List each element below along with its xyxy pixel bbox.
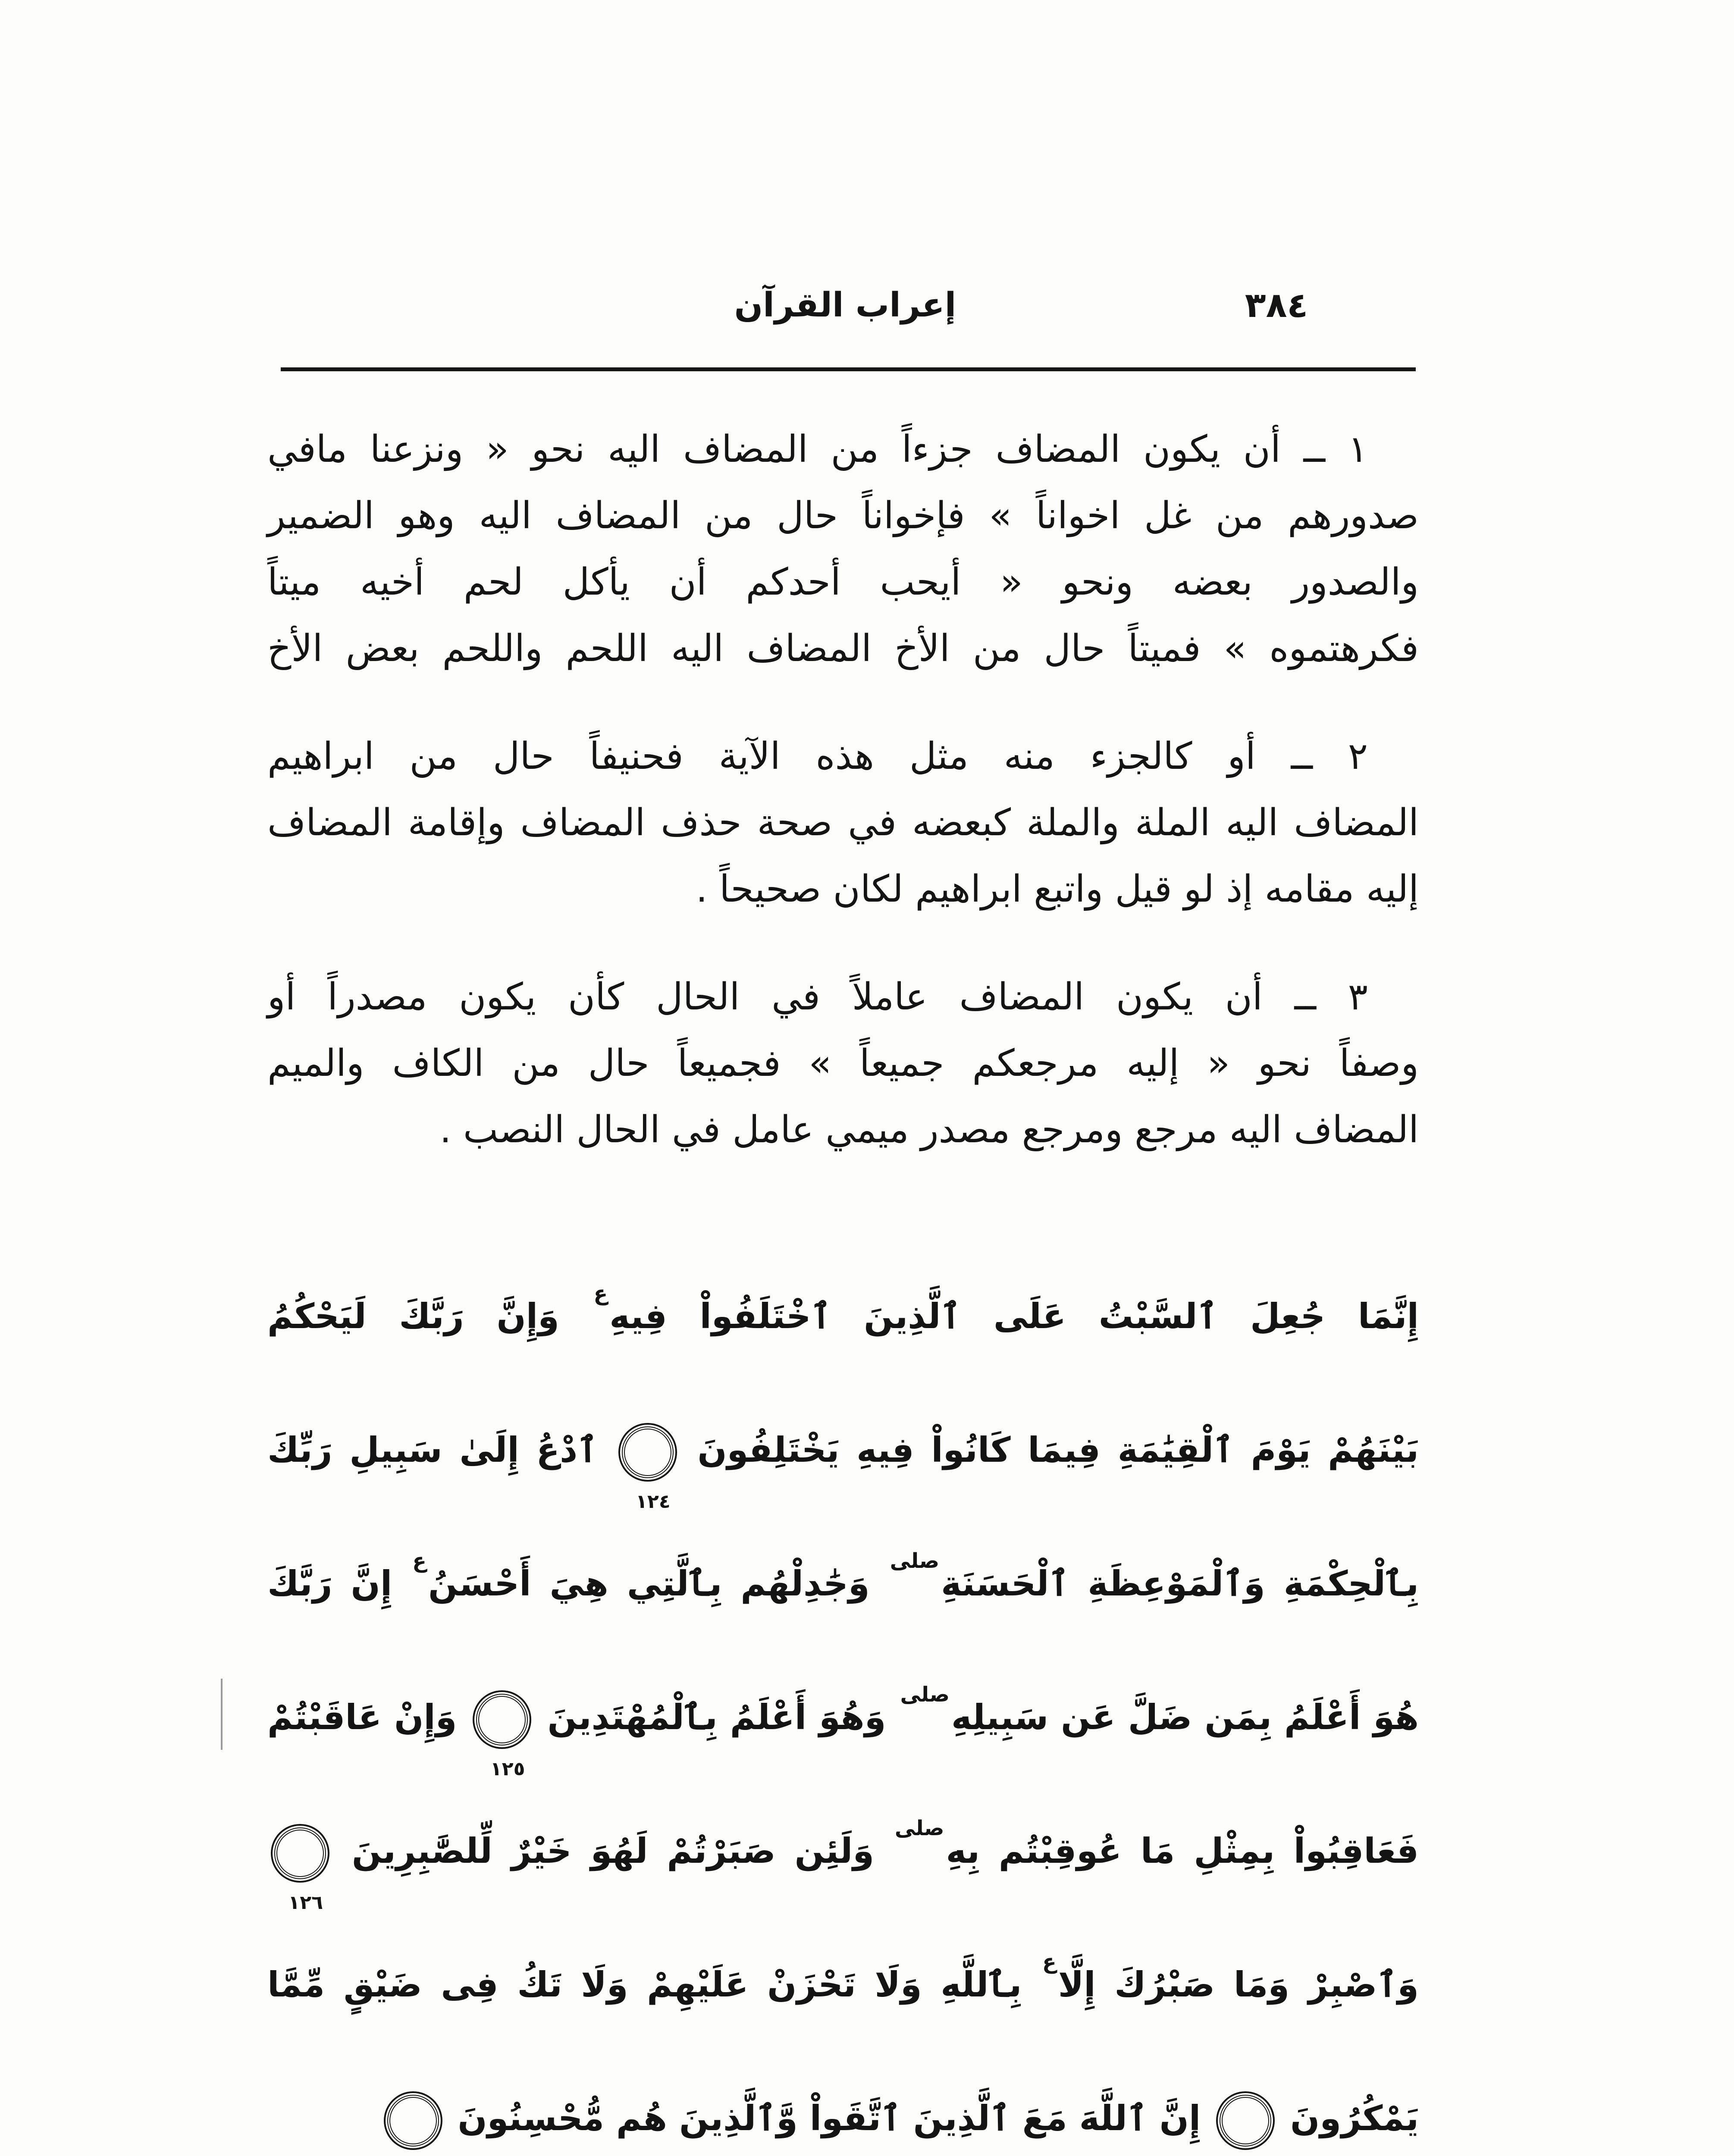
verse-line bbox=[267, 1651, 1419, 1784]
ayah-end-marker bbox=[476, 1694, 528, 1780]
verse-line bbox=[267, 1918, 1419, 2052]
verse-text: إِنَّمَا جُعِلَ ٱلسَّبْتُ عَلَى ٱلَّذِينَ ٱخْتَلَفُواْ فِيهِ bbox=[609, 1296, 1419, 1336]
verse-line bbox=[267, 1784, 1419, 1918]
ayah-end-marker bbox=[1220, 2095, 1271, 2147]
verse-line bbox=[267, 1250, 1419, 1383]
note-line: ٣ ــ أن يكون المضاف عاملاً في الحال كأن يكون مصدراً أو bbox=[267, 975, 1368, 1018]
note-line: ٢ ــ أو كالجزء منه مثل هذه الآية فحنيفاً حال من ابراهيم bbox=[267, 735, 1368, 778]
verse-line bbox=[267, 1517, 1419, 1651]
note-paragraph-1 bbox=[267, 416, 1419, 682]
note-line: المضاف اليه الملة والملة كبعضه في صحة حذف المضاف وإقامة المضاف bbox=[267, 801, 1419, 844]
scan-artifact-line bbox=[221, 1679, 223, 1750]
ayah-number: ١٢٥ bbox=[490, 1758, 525, 1780]
verse-text: يَمْكُرُونَ bbox=[1290, 2098, 1419, 2138]
ayah-number bbox=[1234, 2147, 1269, 2156]
verse-text: إِنَّ رَبَّكَ bbox=[267, 1564, 392, 1604]
verse-text: فَعَاقِبُواْ بِمِثْلِ مَا عُوقِبْتُم بِهِ bbox=[946, 1831, 1419, 1871]
verse-text: بِٱللَّهِ وَلَا تَحْزَنْ عَلَيْهِمْ وَلَا تَكُ فِى ضَيْقٍ مِّمَّا bbox=[267, 1965, 1022, 2005]
verse-text: هُوَ أَعْلَمُ بِمَن ضَلَّ عَن سَبِيلِهِ bbox=[951, 1697, 1419, 1737]
quran-verses bbox=[267, 1250, 1419, 2156]
verse-text: ٱدْعُ إِلَىٰ سَبِيلِ رَبِّكَ bbox=[267, 1430, 598, 1470]
pause-mark: صلى bbox=[890, 1549, 940, 1573]
ruku-mark: ع bbox=[412, 1549, 427, 1573]
note-line: وصفاً نحو « إليه مرجعكم جميعاً » فجميعاً حال من الكاف والميم bbox=[267, 1042, 1419, 1085]
note-paragraph-2 bbox=[267, 723, 1419, 922]
running-title: إعراب القرآن bbox=[734, 286, 956, 325]
verse-line bbox=[267, 1383, 1419, 1517]
verse-text: إِنَّ ٱللَّهَ مَعَ ٱلَّذِينَ ٱتَّقَواْ وَّٱلَّذِينَ هُم مُّحْسِنُونَ bbox=[458, 2098, 1201, 2138]
ayah-number: ١٢٦ bbox=[288, 1892, 323, 1914]
note-line: صدورهم من غل اخواناً » فإخواناً حال من المضاف اليه وهو الضمير bbox=[267, 494, 1419, 537]
ayah-number: ١٢٤ bbox=[636, 1491, 671, 1513]
ruku-mark: ع bbox=[1042, 1950, 1057, 1974]
verse-text: وَلَئِن صَبَرْتُمْ لَهُوَ خَيْرٌ لِّلصَّٰبِرِينَ bbox=[351, 1831, 875, 1871]
note-paragraph-3 bbox=[267, 964, 1419, 1163]
ayah-end-marker bbox=[387, 2095, 439, 2147]
note-line: المضاف اليه مرجع ومرجع مصدر ميمي عامل في الحال النصب . bbox=[439, 1108, 1419, 1151]
header-rule bbox=[281, 367, 1416, 371]
verse-text: وَٱصْبِرْ وَمَا صَبْرُكَ إِلَّا bbox=[1058, 1965, 1419, 2005]
verse-text: وَجَٰدِلْهُم بِٱلَّتِي هِيَ أَحْسَنُ bbox=[428, 1564, 870, 1604]
verse-text: بِٱلْحِكْمَةِ وَٱلْمَوْعِظَةِ ٱلْحَسَنَةِ bbox=[941, 1564, 1419, 1604]
ayah-end-marker bbox=[622, 1426, 674, 1513]
note-line: فكرهتموه » فميتاً حال من الأخ المضاف اليه اللحم واللحم بعض الأخ bbox=[267, 627, 1419, 670]
ayah-number bbox=[401, 2147, 436, 2156]
page-number: ٣٨٤ bbox=[1245, 285, 1308, 325]
verse-text: وَإِنْ عَاقَبْتُمْ bbox=[267, 1697, 457, 1737]
commentary-text bbox=[267, 416, 1419, 1204]
ruku-mark: ع bbox=[593, 1282, 608, 1306]
verse-line bbox=[267, 2052, 1419, 2156]
note-line: والصدور بعضه ونحو « أيحب أحدكم أن يأكل لحم أخيه ميتاً bbox=[267, 561, 1419, 604]
verse-text: بَيْنَهُمْ يَوْمَ ٱلْقِيَٰمَةِ فِيمَا كَانُواْ فِيهِ يَخْتَلِفُونَ bbox=[697, 1430, 1419, 1470]
verse-text: وَهُوَ أَعْلَمُ بِٱلْمُهْتَدِينَ bbox=[547, 1697, 886, 1737]
note-line: إليه مقامه إذ لو قيل واتبع ابراهيم لكان صحيحاً . bbox=[696, 868, 1419, 911]
pause-mark: صلى bbox=[900, 1683, 950, 1707]
pause-mark: صلى bbox=[894, 1816, 944, 1840]
note-line: ١ ــ أن يكون المضاف جزءاً من المضاف اليه نحو « ونزعنا مافي bbox=[267, 428, 1368, 471]
verse-text: وَإِنَّ رَبَّكَ لَيَحْكُمُ bbox=[267, 1296, 559, 1336]
ayah-end-marker bbox=[274, 1827, 326, 1914]
